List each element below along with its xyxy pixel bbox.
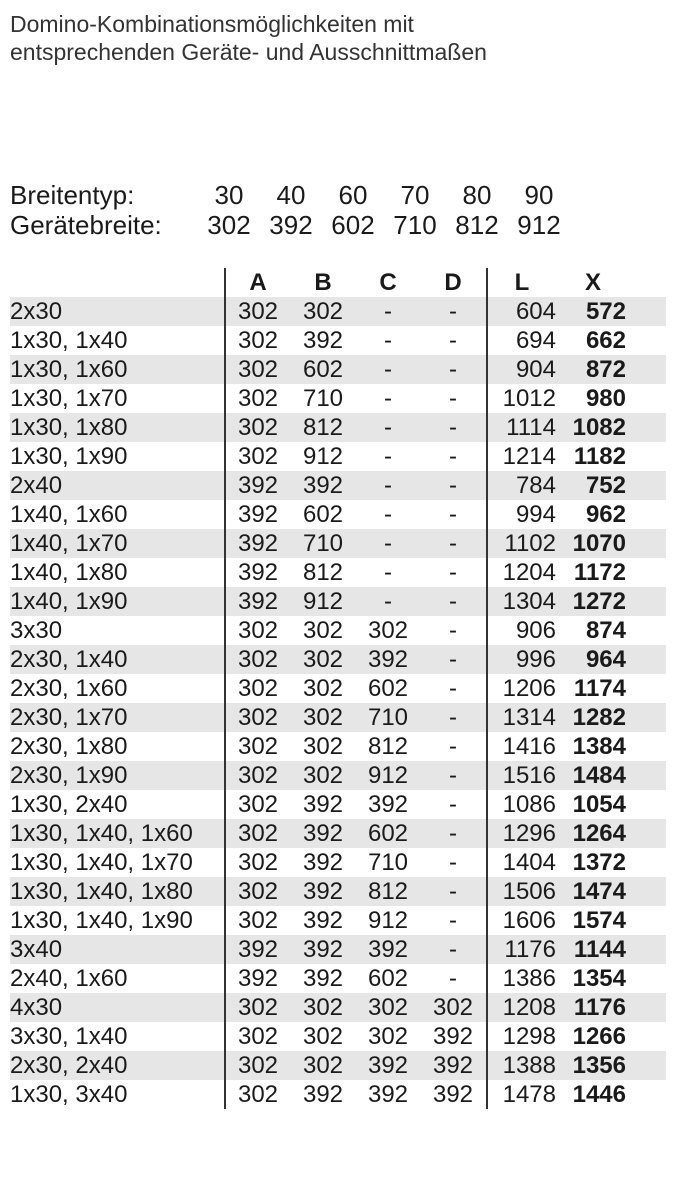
breitentyp-value: 40 [276,180,306,210]
cell-b: 392 [302,326,344,354]
cell-b: 912 [302,442,344,470]
cell-l: 1296 [486,819,560,848]
table-row [10,848,666,877]
cell-combo: 2x40, 1x60 [10,964,128,992]
cell-d: - [449,413,457,441]
cell-b: 392 [302,848,344,876]
cell-a: 302 [224,906,290,935]
table-row [10,819,666,848]
cell-x: 962 [585,500,626,528]
cell-a: 302 [224,297,290,326]
cell-combo: 2x40 [10,471,63,499]
breitentyp-value: 80 [462,180,492,210]
cell-a: 302 [224,616,290,645]
cell-b: 302 [302,761,344,789]
cell-l: 1516 [486,761,560,790]
cell-x: 1356 [572,1051,626,1079]
cell-d: - [449,935,457,963]
cell-x: 1574 [572,906,626,934]
cell-b: 302 [302,732,344,760]
cell-b: 812 [302,558,344,586]
cell-c: 392 [367,645,409,673]
header-x: X [584,268,601,296]
cell-a: 392 [224,964,290,993]
header-d: D [444,268,462,296]
cell-l: 1304 [486,587,560,616]
cell-combo: 2x30 [10,297,63,325]
geraetebreite-value: 710 [393,210,437,240]
cell-c: 912 [367,761,409,789]
cell-l: 1606 [486,906,560,935]
cell-b: 392 [302,471,344,499]
table-row [10,935,666,964]
cell-x: 1446 [572,1080,626,1108]
geraetebreite-value: 392 [269,210,313,240]
cell-combo: 4x30 [10,993,63,1021]
cell-x: 1266 [572,1022,626,1050]
cell-l: 1298 [486,1022,560,1051]
cell-x: 1372 [572,848,626,876]
cell-combo: 1x40, 1x90 [10,587,128,615]
cell-c: 912 [367,906,409,934]
cell-d: - [449,906,457,934]
cell-b: 302 [302,674,344,702]
table-row [10,906,666,935]
cell-x: 1144 [573,935,626,963]
cell-combo: 1x30, 1x80 [10,413,128,441]
cell-combo: 1x30, 3x40 [10,1080,128,1108]
table-row [10,558,666,587]
cell-d: - [449,674,457,702]
cell-c: - [384,558,392,586]
cell-b: 710 [302,384,344,412]
cell-b: 602 [302,500,344,528]
cell-a: 302 [224,326,290,355]
breitentyp-label: Breitentyp: [10,180,135,210]
cell-d: - [449,732,457,760]
cell-l: 1478 [486,1080,560,1109]
cell-x: 1172 [573,558,626,586]
cell-x: 1070 [572,529,626,557]
breitentyp-value: 30 [214,180,244,210]
cell-c: - [384,442,392,470]
cell-c: - [384,500,392,528]
cell-d: - [449,297,457,325]
breitentyp-value: 60 [338,180,368,210]
cell-combo: 1x40, 1x80 [10,558,128,586]
cell-l: 1208 [486,993,560,1022]
cell-l: 1388 [486,1051,560,1080]
geraetebreite-row [10,210,570,240]
cell-a: 302 [224,413,290,442]
cell-d: - [449,442,457,470]
geraetebreite-value: 812 [455,210,499,240]
table-row [10,645,666,674]
cell-combo: 2x30, 2x40 [10,1051,128,1079]
cell-b: 302 [302,645,344,673]
cell-d: - [449,790,457,818]
cell-combo: 1x30, 1x40, 1x60 [10,819,193,847]
cell-d: - [449,877,457,905]
cell-x: 872 [585,355,626,383]
cell-l: 1114 [486,413,560,442]
table-row [10,442,666,471]
table-row [10,616,666,645]
cell-x: 1354 [572,964,626,992]
breitentyp-value: 90 [524,180,554,210]
cell-combo: 1x30, 1x60 [10,355,128,383]
cell-c: 302 [367,1022,409,1050]
cell-a: 302 [224,819,290,848]
cell-l: 1012 [486,384,560,413]
cell-d: - [449,761,457,789]
cell-l: 1214 [486,442,560,471]
cell-l: 1176 [486,935,560,964]
cell-c: 302 [367,993,409,1021]
cell-a: 302 [224,1022,290,1051]
cell-a: 392 [224,935,290,964]
cell-l: 906 [486,616,560,645]
breitentyp-row [10,180,570,210]
geraetebreite-label: Gerätebreite: [10,210,162,240]
cell-x: 1182 [573,442,626,470]
table-row [10,1022,666,1051]
cell-d: - [449,471,457,499]
cell-l: 904 [486,355,560,384]
cell-l: 1102 [486,529,560,558]
geraetebreite-value: 302 [207,210,251,240]
cell-combo: 3x30 [10,616,63,644]
cell-c: 710 [367,848,409,876]
cell-b: 302 [302,297,344,325]
cell-combo: 3x30, 1x40 [10,1022,128,1050]
cell-b: 392 [302,964,344,992]
cell-b: 302 [302,703,344,731]
cell-x: 1384 [572,732,626,760]
table-header [10,268,666,297]
cell-d: 392 [432,1022,474,1050]
cell-c: - [384,529,392,557]
cell-x: 1264 [572,819,626,847]
cell-d: - [449,616,457,644]
cell-c: 812 [367,732,409,760]
table-row [10,1051,666,1080]
geraetebreite-values [198,210,570,240]
cell-d: 302 [432,993,474,1021]
document-title [10,10,487,66]
cell-c: 392 [367,1080,409,1108]
table-row [10,790,666,819]
cell-combo: 1x30, 1x40, 1x70 [10,848,193,876]
cell-d: - [449,355,457,383]
cell-b: 302 [302,616,344,644]
cell-combo: 1x40, 1x70 [10,529,128,557]
cell-l: 604 [486,297,560,326]
cell-x: 1272 [572,587,626,615]
cell-a: 302 [224,703,290,732]
cell-b: 392 [302,1080,344,1108]
cell-b: 602 [302,355,344,383]
cell-c: - [384,413,392,441]
cell-a: 392 [224,500,290,529]
cell-x: 1082 [572,413,626,441]
table-row [10,703,666,732]
table-row [10,732,666,761]
cell-combo: 2x30, 1x60 [10,674,128,702]
cell-a: 392 [224,471,290,500]
cell-a: 302 [224,1080,290,1109]
cell-l: 784 [486,471,560,500]
cell-b: 392 [302,877,344,905]
cell-combo: 1x30, 1x40 [10,326,128,354]
cell-d: - [449,326,457,354]
cell-a: 302 [224,732,290,761]
geraetebreite-value: 602 [331,210,375,240]
table-row [10,471,666,500]
cell-d: - [449,848,457,876]
cell-c: 302 [367,616,409,644]
cell-a: 302 [224,993,290,1022]
cell-l: 1314 [486,703,560,732]
cell-c: - [384,355,392,383]
cell-b: 302 [302,993,344,1021]
table-row [10,587,666,616]
cell-b: 912 [302,587,344,615]
cell-x: 752 [585,471,626,499]
width-types [10,180,570,240]
cell-a: 302 [224,645,290,674]
cell-combo: 1x40, 1x60 [10,500,128,528]
cell-combo: 1x30, 1x90 [10,442,128,470]
cell-a: 302 [224,355,290,384]
cell-d: 392 [432,1080,474,1108]
cell-a: 302 [224,877,290,906]
cell-c: 602 [367,964,409,992]
cell-b: 392 [302,935,344,963]
cell-l: 694 [486,326,560,355]
cell-x: 572 [585,297,626,325]
table-row [10,993,666,1022]
header-b: B [314,268,332,296]
table-row [10,964,666,993]
cell-x: 1054 [572,790,626,818]
table-row [10,326,666,355]
cell-b: 392 [302,790,344,818]
cell-combo: 1x30, 1x70 [10,384,128,412]
cell-combo: 3x40 [10,935,63,963]
cell-d: - [449,645,457,673]
cell-l: 1506 [486,877,560,906]
cell-d: - [449,964,457,992]
cell-a: 302 [224,848,290,877]
header-a: A [224,268,290,297]
cell-d: - [449,587,457,615]
combination-table [10,268,666,1109]
cell-l: 1386 [486,964,560,993]
cell-c: 392 [367,790,409,818]
cell-b: 302 [302,1022,344,1050]
table-row [10,384,666,413]
cell-c: 602 [367,819,409,847]
cell-c: - [384,297,392,325]
table-row [10,413,666,442]
table-row [10,674,666,703]
cell-b: 812 [302,413,344,441]
cell-x: 980 [585,384,626,412]
cell-combo: 2x30, 1x90 [10,761,128,789]
geraetebreite-value: 912 [517,210,561,240]
cell-a: 302 [224,790,290,819]
cell-l: 1204 [486,558,560,587]
cell-combo: 1x30, 2x40 [10,790,128,818]
table-row [10,877,666,906]
cell-l: 996 [486,645,560,674]
header-c: C [379,268,397,296]
table-row [10,500,666,529]
cell-combo: 1x30, 1x40, 1x80 [10,877,193,905]
cell-c: 392 [367,1051,409,1079]
cell-x: 662 [585,326,626,354]
table-row [10,761,666,790]
cell-a: 392 [224,558,290,587]
table-row [10,1080,666,1109]
cell-a: 302 [224,1051,290,1080]
breitentyp-values [198,180,570,210]
cell-a: 392 [224,529,290,558]
cell-d: - [449,529,457,557]
cell-d: - [449,384,457,412]
cell-c: - [384,384,392,412]
cell-c: - [384,587,392,615]
cell-b: 710 [302,529,344,557]
cell-d: - [449,819,457,847]
cell-d: 392 [432,1051,474,1079]
cell-combo: 1x30, 1x40, 1x90 [10,906,193,934]
cell-x: 1174 [573,674,626,702]
cell-x: 1282 [572,703,626,731]
cell-c: - [384,326,392,354]
cell-l: 994 [486,500,560,529]
table-row [10,297,666,326]
cell-c: 392 [367,935,409,963]
title-line-2: entsprechenden Geräte- und Ausschnittmaßen [10,39,487,65]
cell-a: 302 [224,384,290,413]
table-row [10,529,666,558]
cell-c: 602 [367,674,409,702]
cell-x: 874 [585,616,626,644]
cell-a: 302 [224,442,290,471]
cell-x: 1484 [572,761,626,789]
table-row [10,355,666,384]
cell-c: 812 [367,877,409,905]
cell-l: 1416 [486,732,560,761]
cell-c: 710 [367,703,409,731]
title-line-1: Domino-Kombinationsmöglichkeiten mit [10,11,414,37]
cell-a: 392 [224,587,290,616]
cell-a: 302 [224,761,290,790]
cell-combo: 2x30, 1x40 [10,645,128,673]
cell-b: 392 [302,819,344,847]
breitentyp-value: 70 [400,180,430,210]
cell-l: 1206 [486,674,560,703]
cell-l: 1404 [486,848,560,877]
cell-d: - [449,558,457,586]
cell-b: 392 [302,906,344,934]
cell-combo: 2x30, 1x80 [10,732,128,760]
header-l: L [486,268,560,297]
cell-l: 1086 [486,790,560,819]
cell-a: 302 [224,674,290,703]
cell-d: - [449,703,457,731]
cell-combo: 2x30, 1x70 [10,703,128,731]
cell-x: 964 [585,645,626,673]
cell-x: 1176 [573,993,626,1021]
cell-d: - [449,500,457,528]
cell-c: - [384,471,392,499]
cell-b: 302 [302,1051,344,1079]
cell-x: 1474 [572,877,626,905]
